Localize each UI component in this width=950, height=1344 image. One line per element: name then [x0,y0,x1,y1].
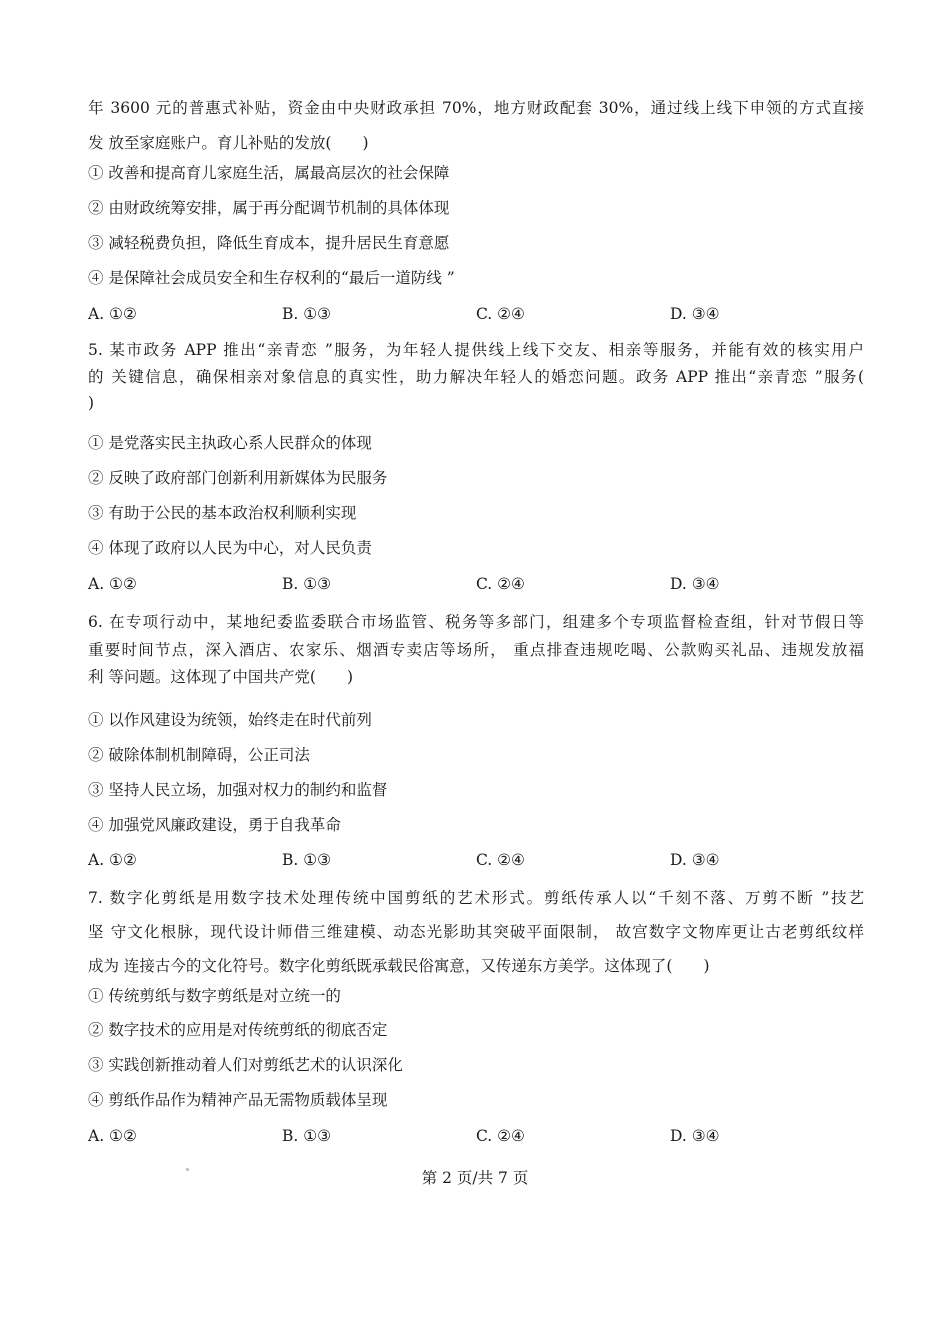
q7-option-b: B. ①③ [282,1127,332,1145]
q5-item-1: ① 是党落实民主执政心系人民群众的体现 [88,434,372,452]
q7-option-d: D. ③④ [670,1127,720,1145]
q6-item-4: ④ 加强党风廉政建设，勇于自我革命 [88,816,341,834]
q5-item-3: ③ 有助于公民的基本政治权利顺利实现 [88,504,357,522]
q5-item-2: ② 反映了政府部门创新利用新媒体为民服务 [88,469,388,487]
q7-option-c: C. ②④ [476,1127,525,1145]
q6-stem-line1: 6. 在专项行动中，某地纪委监委联合市场监管、税务等多部门，组建多个专项监督检查组，针对节假日等 [88,613,864,631]
q7-item-4: ④ 剪纸作品作为精神产品无需物质载体呈现 [88,1091,388,1109]
q5-option-b: B. ①③ [282,575,332,593]
q6-option-d: D. ③④ [670,851,720,869]
q4-stem-line2: 发 放至家庭账户。育儿补贴的发放( ) [88,134,369,152]
q4-option-b: B. ①③ [282,305,332,323]
q6-option-a: A. ①② [88,851,137,869]
q7-stem-line3: 成为 连接古今的文化符号。数字化剪纸既承载民俗寓意，又传递东方美学。这体现了( ) [88,957,710,975]
q4-item-1: ① 改善和提高育儿家庭生活，属最高层次的社会保障 [88,164,450,182]
q6-stem-line3: 利 等问题。这体现了中国共产党( ) [88,668,354,686]
q4-item-3: ③ 减轻税费负担，降低生育成本，提升居民生育意愿 [88,234,450,252]
q6-option-c: C. ②④ [476,851,525,869]
q5-stem-line3: ) [88,394,95,412]
q7-stem-line2: 坚 守文化根脉，现代设计师借三维建模、动态光影助其突破平面限制， 故宫数字文物库更让古老剪纸纹样 [88,923,864,941]
q5-option-d: D. ③④ [670,575,720,593]
q7-item-1: ① 传统剪纸与数字剪纸是对立统一的 [88,987,341,1005]
page-number: 第 2 页/共 7 页 [421,1169,529,1187]
q5-option-c: C. ②④ [476,575,525,593]
q4-stem-line1: 年 3600 元的普惠式补贴，资金由中央财政承担 70%，地方财政配套 30%，通过线上线下申领的方式直接 [88,99,864,117]
q6-item-3: ③ 坚持人民立场，加强对权力的制约和监督 [88,781,388,799]
q4-item-4: ④ 是保障社会成员安全和生存权利的“最后一道防线 ” [88,269,455,287]
q5-stem-line2: 的 关键信息，确保相亲对象信息的真实性，助力解决年轻人的婚恋问题。政务 APP 推出“亲青恋 ”服务( [88,368,864,386]
q5-item-4: ④ 体现了政府以人民为中心，对人民负责 [88,539,372,557]
q7-stem-line1: 7. 数字化剪纸是用数字技术处理传统中国剪纸的艺术形式。剪纸传承人以“千刻不落、万剪不断 ”技艺 [88,889,864,907]
q4-option-a: A. ①② [88,305,137,323]
q6-item-1: ① 以作风建设为统领，始终走在时代前列 [88,711,372,729]
q5-option-a: A. ①② [88,575,137,593]
q4-item-2: ② 由财政统筹安排，属于再分配调节机制的具体体现 [88,199,450,217]
q7-option-a: A. ①② [88,1127,137,1145]
q4-option-c: C. ②④ [476,305,525,323]
q6-stem-line2: 重要时间节点，深入酒店、农家乐、烟酒专卖店等场所， 重点排查违规吃喝、公款购买礼品、违规发放福 [88,641,864,659]
q5-stem-line1: 5. 某市政务 APP 推出“亲青恋 ”服务，为年轻人提供线上线下交友、相亲等服务，并能有效的核实用户 [88,341,864,359]
q4-option-d: D. ③④ [670,305,720,323]
q7-item-3: ③ 实践创新推动着人们对剪纸艺术的认识深化 [88,1056,403,1074]
q6-item-2: ② 破除体制机制障碍，公正司法 [88,746,310,764]
q6-option-b: B. ①③ [282,851,332,869]
q7-item-2: ② 数字技术的应用是对传统剪纸的彻底否定 [88,1021,388,1039]
